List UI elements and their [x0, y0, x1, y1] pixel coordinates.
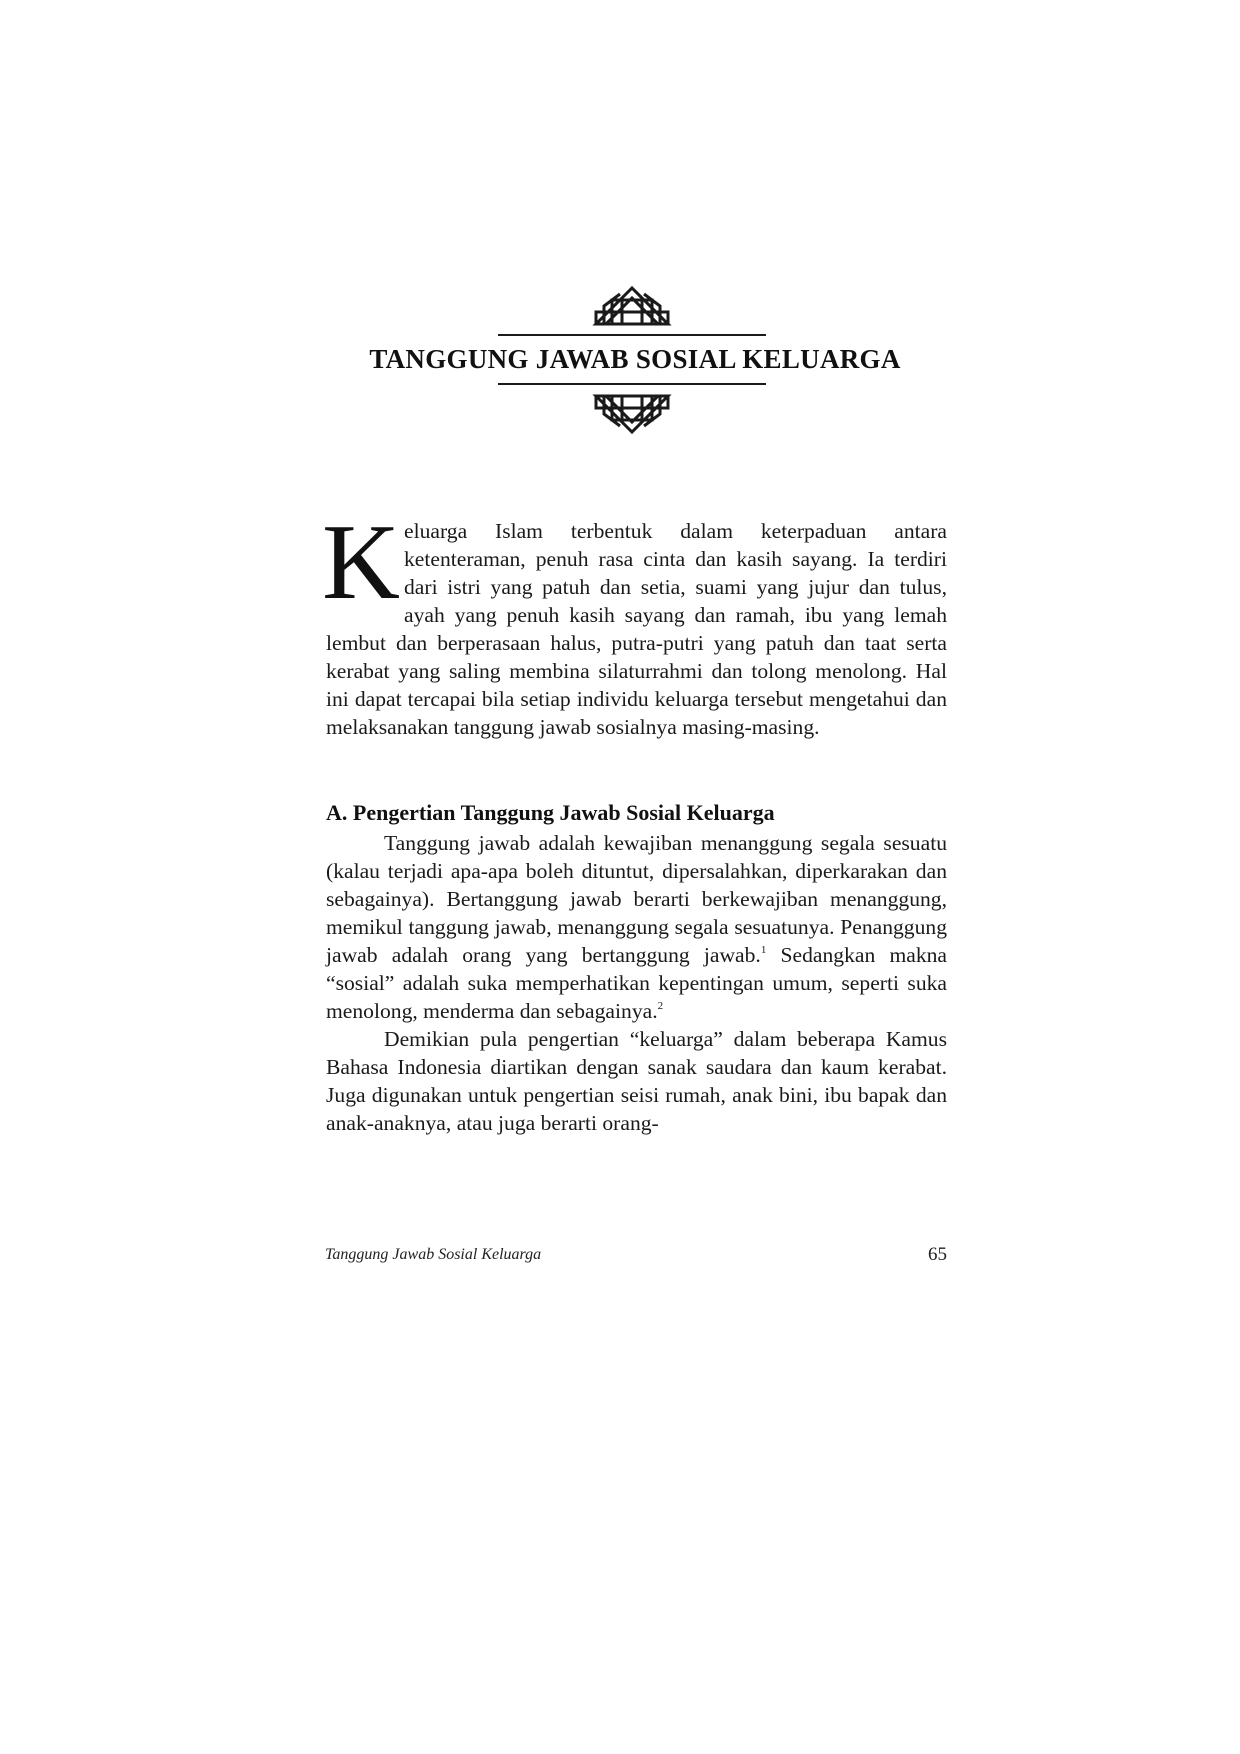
- section-body: [326, 829, 947, 1137]
- section-heading: A. Pengertian Tanggung Jawab Sosial Keluarga: [326, 800, 775, 825]
- chapter-ornament: [0, 0, 1240, 460]
- running-footer-title: Tanggung Jawab Sosial Keluarga: [325, 1246, 542, 1263]
- page-number: 65: [928, 1244, 947, 1265]
- paragraph-1: [326, 829, 947, 1025]
- drop-cap: K: [322, 503, 400, 622]
- intro-text: eluarga Islam terbentuk dalam keterpaduan antara ketenteraman, penuh rasa cinta dan kasih sayang. Ia terdiri dari istri yang patuh dan setia, suami yang jujur dan tulus, ayah yang penuh kasih sayang dan ramah, ibu yang lemah lembut dan berperasaan halus, putra-putri yang patuh dan taat serta kerabat yang saling membina silaturrahmi dan tolong menolong. Hal ini dapat tercapai bila setiap individu keluarga tersebut mengetahui dan melaksanakan tanggung jawab sosialnya masing-masing.: [326, 519, 947, 739]
- chapter-title: TANGGUNG JAWAB SOSIAL KELUARGA: [369, 344, 901, 374]
- paragraph-1-part-2: Sedangkan makna “sosial” adalah suka memperhatikan kepentingan umum, seperti suka menolong, menderma dan sebagainya.: [326, 943, 948, 1023]
- intro-paragraph: [322, 503, 947, 741]
- footnote-marker-1[interactable]: 1: [760, 944, 767, 956]
- intro-paragraph-block: [322, 503, 947, 741]
- paragraph-1-part-1: Tanggung jawab adalah kewajiban menanggung segala sesuatu (kalau terjadi apa-apa boleh dituntut, dipersalahkan, diperkarakan dan sebagainya). Bertanggung jawab berarti berkewajiban menanggung, memikul tanggung jawab, menanggung segala sesuatunya. Penanggung jawab adalah orang yang bertanggung jawab.: [326, 831, 947, 967]
- paragraph-2: Demikian pula pengertian “keluarga” dalam beberapa Kamus Bahasa Indonesia diartikan dengan sanak saudara dan kaum kerabat. Juga digunakan untuk pengertian seisi rumah, anak bini, ibu bapak dan anak-anaknya, atau juga berarti orang-: [326, 1027, 947, 1135]
- footnote-marker-2[interactable]: 2: [657, 1000, 664, 1012]
